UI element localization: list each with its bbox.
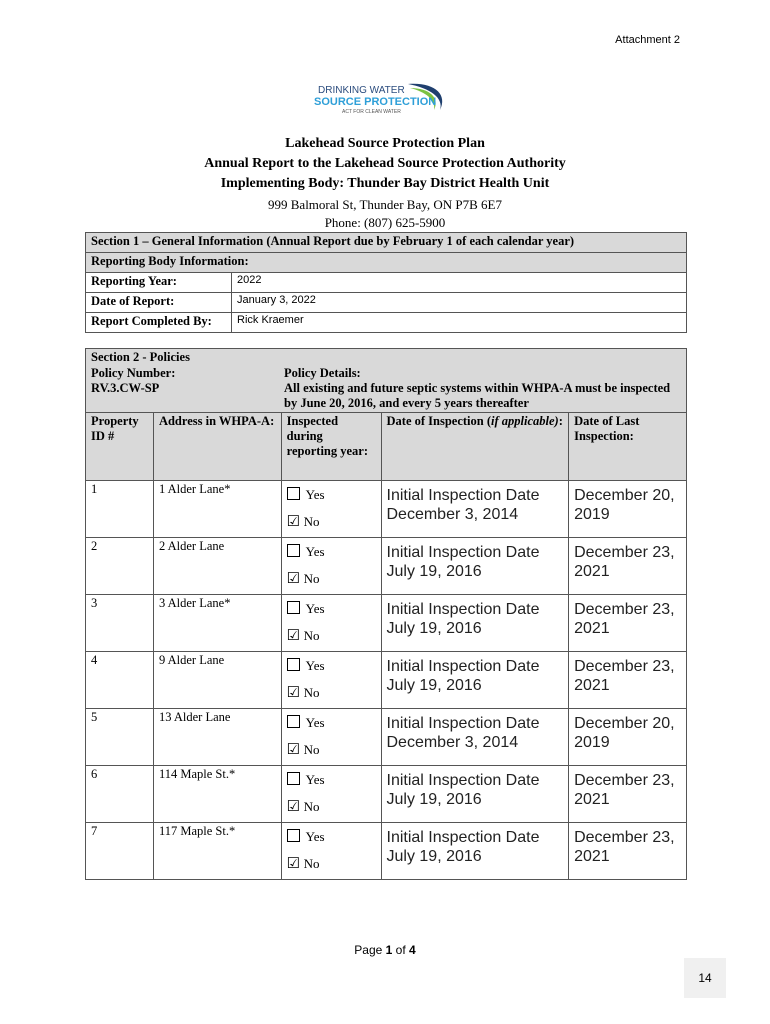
address: 114 Maple St.* (153, 766, 281, 823)
last-inspection-date: December 23, 2021 (569, 538, 687, 595)
inspection-date: Initial Inspection Date July 19, 2016 (381, 538, 569, 595)
inspection-date: Initial Inspection Date July 19, 2016 (381, 823, 569, 880)
no-label: No (303, 628, 320, 643)
logo-line2: SOURCE PROTECTION (314, 96, 437, 108)
property-id: 2 (86, 538, 154, 595)
title-body: Implementing Body: Thunder Bay District Health Unit (220, 176, 550, 191)
yes-label: Yes (305, 829, 325, 844)
inspection-date: Initial Inspection Date December 3, 2014 (381, 481, 569, 538)
checked-checkbox-icon[interactable]: ☑ (286, 628, 301, 644)
no-label: No (303, 514, 320, 529)
property-id: 1 (86, 481, 154, 538)
no-label: No (303, 856, 320, 871)
yes-label: Yes (305, 715, 325, 730)
page-number-badge: 14 (684, 958, 726, 998)
last-inspection-date: December 20, 2019 (569, 709, 687, 766)
table-row (86, 766, 687, 823)
property-id: 6 (86, 766, 154, 823)
yes-checkbox[interactable] (287, 658, 300, 671)
yes-checkbox[interactable] (287, 487, 300, 500)
policy-number-label: Policy Number: (91, 366, 176, 380)
yes-label: Yes (305, 772, 325, 787)
checked-checkbox-icon[interactable]: ☑ (286, 685, 301, 701)
property-id: 4 (86, 652, 154, 709)
title-report: Annual Report to the Lakehead Source Protection Authority (204, 156, 566, 171)
page-footer: Page 1 of 4 (354, 943, 416, 957)
section2-title: Section 2 - Policies (86, 349, 687, 366)
address: 2 Alder Lane (153, 538, 281, 595)
table-row (86, 595, 687, 652)
last-inspection-date: December 23, 2021 (569, 652, 687, 709)
title-plan: Lakehead Source Protection Plan (285, 136, 485, 151)
last-inspection-date: December 20, 2019 (569, 481, 687, 538)
yes-checkbox[interactable] (287, 829, 300, 842)
no-label: No (303, 742, 320, 757)
last-inspection-date: December 23, 2021 (569, 595, 687, 652)
inspection-date: Initial Inspection Date July 19, 2016 (381, 766, 569, 823)
policy-details-label: Policy Details: (284, 366, 361, 380)
col-date-last: Date of Last Inspection: (569, 413, 687, 481)
phone-line: Phone: (807) 625-5900 (324, 215, 446, 230)
yes-checkbox[interactable] (287, 715, 300, 728)
policy-details: All existing and future septic systems within WHPA-A must be inspected by June 20, 2016, and every 5 years thereafter (284, 381, 671, 410)
attachment-label: Attachment 2 (615, 34, 680, 46)
general-info-table (85, 232, 687, 333)
section1-title: Section 1 – General Information (Annual Report due by February 1 of each calendar year) (86, 233, 687, 253)
col-inspected: Inspected during reporting year: (281, 413, 381, 481)
table-row (86, 538, 687, 595)
inspection-date: Initial Inspection Date July 19, 2016 (381, 652, 569, 709)
address: 1 Alder Lane* (153, 481, 281, 538)
last-inspection-date: December 23, 2021 (569, 766, 687, 823)
reporting-year-value: 2022 (232, 273, 687, 293)
table-row (86, 823, 687, 880)
yes-checkbox[interactable] (287, 601, 300, 614)
checked-checkbox-icon[interactable]: ☑ (286, 799, 301, 815)
inspection-date: Initial Inspection Date December 3, 2014 (381, 709, 569, 766)
col-date-inspection: Date of Inspection (if applicable): (381, 413, 569, 481)
yes-checkbox[interactable] (287, 772, 300, 785)
date-of-report-value: January 3, 2022 (232, 293, 687, 313)
drinking-water-logo (312, 80, 452, 116)
logo-tagline: ACT FOR CLEAN WATER (342, 109, 401, 115)
property-id: 5 (86, 709, 154, 766)
completed-by-row (86, 313, 687, 333)
inspection-date: Initial Inspection Date July 19, 2016 (381, 595, 569, 652)
yes-label: Yes (305, 544, 325, 559)
property-id: 3 (86, 595, 154, 652)
property-id: 7 (86, 823, 154, 880)
yes-checkbox[interactable] (287, 544, 300, 557)
table-row (86, 652, 687, 709)
table-row (86, 481, 687, 538)
checked-checkbox-icon[interactable]: ☑ (286, 571, 301, 587)
section1-subtitle: Reporting Body Information: (86, 253, 687, 273)
table-row (86, 709, 687, 766)
yes-label: Yes (305, 601, 325, 616)
checked-checkbox-icon[interactable]: ☑ (286, 514, 301, 530)
yes-label: Yes (305, 487, 325, 502)
address-line: 999 Balmoral St, Thunder Bay, ON P7B 6E7 (268, 197, 502, 212)
address: 117 Maple St.* (153, 823, 281, 880)
logo-line1: DRINKING WATER (318, 85, 405, 96)
address: 13 Alder Lane (153, 709, 281, 766)
address: 3 Alder Lane* (153, 595, 281, 652)
completed-by-value: Rick Kraemer (232, 313, 687, 333)
no-label: No (303, 685, 320, 700)
col-property-id: Property ID # (86, 413, 154, 481)
date-of-report-label: Date of Report: (86, 293, 232, 313)
completed-by-label: Report Completed By: (86, 313, 232, 333)
last-inspection-date: December 23, 2021 (569, 823, 687, 880)
address: 9 Alder Lane (153, 652, 281, 709)
checked-checkbox-icon[interactable]: ☑ (286, 742, 301, 758)
date-of-report-row (86, 293, 687, 313)
checked-checkbox-icon[interactable]: ☑ (286, 856, 301, 872)
policies-table (85, 348, 687, 880)
reporting-year-row (86, 273, 687, 293)
yes-label: Yes (305, 658, 325, 673)
reporting-year-label: Reporting Year: (86, 273, 232, 293)
no-label: No (303, 571, 320, 586)
col-address: Address in WHPA-A: (153, 413, 281, 481)
policy-number: RV.3.CW-SP (91, 381, 160, 395)
no-label: No (303, 799, 320, 814)
